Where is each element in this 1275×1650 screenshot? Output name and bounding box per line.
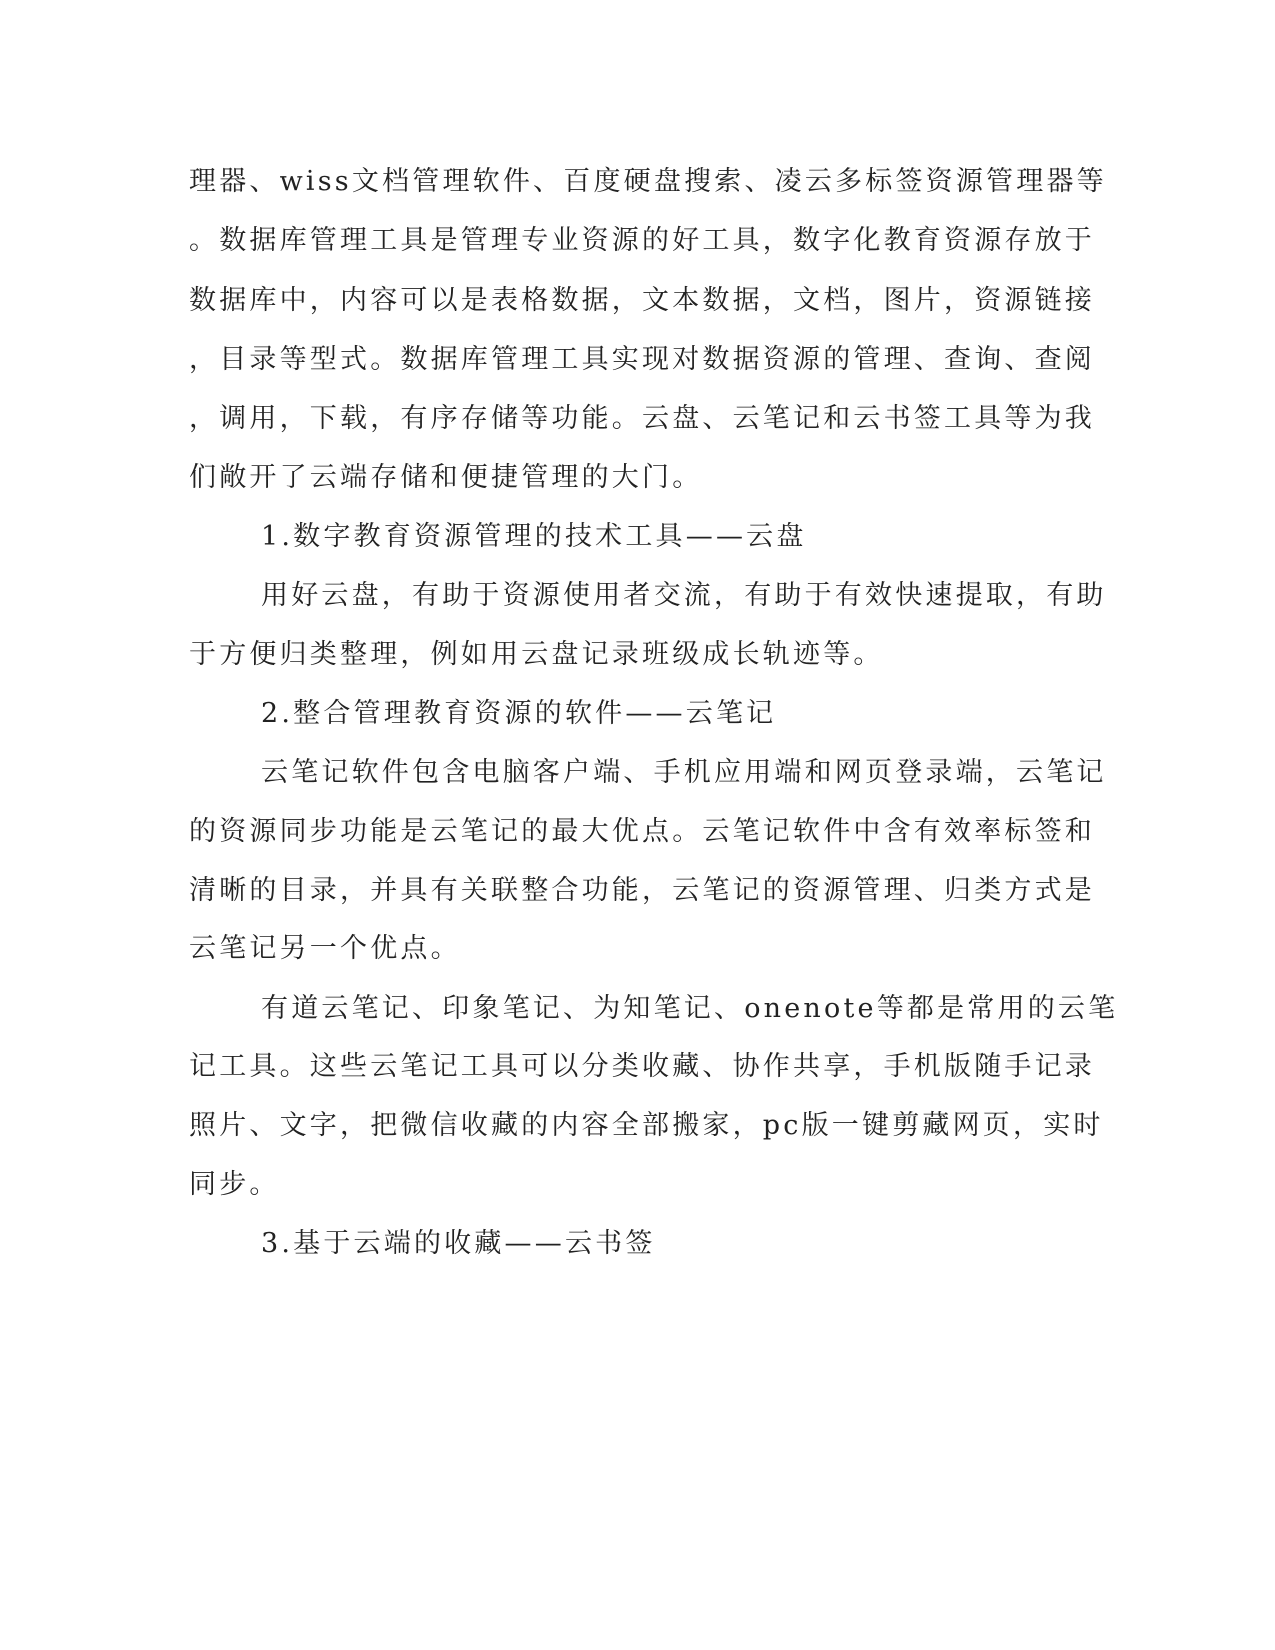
text-line: 照片、文字，把微信收藏的内容全部搬家，pc版一键剪藏网页，实时 [189, 1110, 1104, 1141]
text-line: 同步。 [189, 1169, 280, 1200]
section-heading-3: 3.基于云端的收藏——云书签 [261, 1228, 656, 1259]
text-line: 云笔记软件包含电脑客户端、手机应用端和网页登录端，云笔记 [261, 757, 1107, 788]
text-line: 数据库中，内容可以是表格数据，文本数据，文档，图片，资源链接 [189, 285, 1095, 316]
text-line: 的资源同步功能是云笔记的最大优点。云笔记软件中含有效率标签和 [189, 816, 1095, 847]
text-line: ，调用，下载，有序存储等功能。云盘、云笔记和云书签工具等为我 [189, 403, 1095, 434]
text-line: 理器、wiss文档管理软件、百度硬盘搜索、凌云多标签资源管理器等 [189, 166, 1107, 197]
text-line: 记工具。这些云笔记工具可以分类收藏、协作共享，手机版随手记录 [189, 1051, 1095, 1082]
text-line: 有道云笔记、印象笔记、为知笔记、onenote等都是常用的云笔 [261, 993, 1119, 1024]
text-line: 们敞开了云端存储和便捷管理的大门。 [189, 462, 703, 493]
text-line: 用好云盘，有助于资源使用者交流，有助于有效快速提取，有助 [261, 580, 1107, 611]
text-line: 云笔记另一个优点。 [189, 933, 461, 964]
text-line: 清晰的目录，并具有关联整合功能，云笔记的资源管理、归类方式是 [189, 875, 1095, 906]
section-heading-2: 2.整合管理教育资源的软件——云笔记 [261, 698, 777, 729]
section-heading-1: 1.数字教育资源管理的技术工具——云盘 [261, 521, 807, 552]
text-line: ，目录等型式。数据库管理工具实现对数据资源的管理、查询、查阅 [189, 344, 1095, 375]
text-line: 。数据库管理工具是管理专业资源的好工具，数字化教育资源存放于 [189, 225, 1095, 256]
text-line: 于方便归类整理，例如用云盘记录班级成长轨迹等。 [189, 639, 884, 670]
